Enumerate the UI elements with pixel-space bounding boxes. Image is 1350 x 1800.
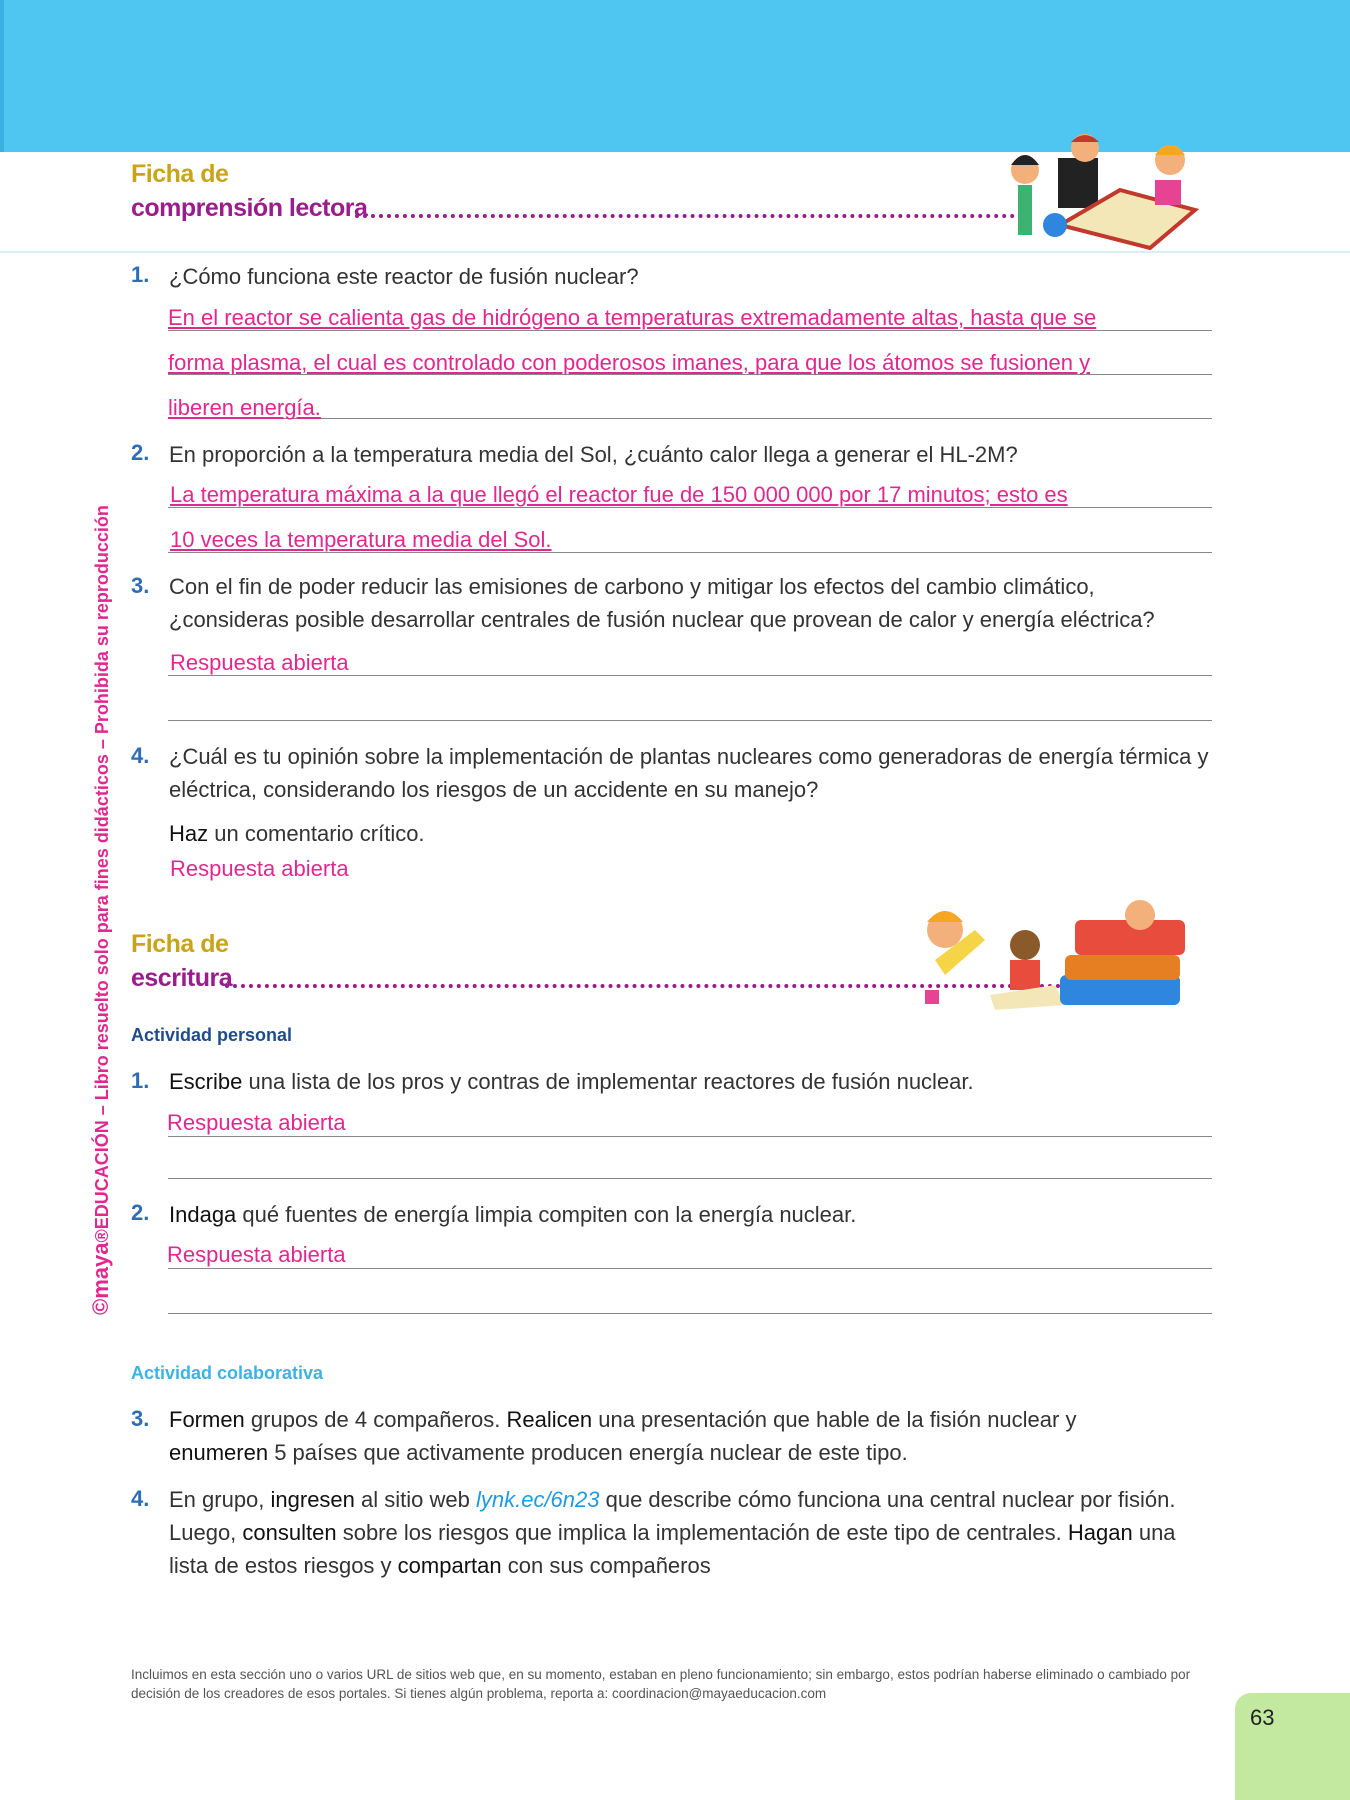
question-number: 4.: [131, 743, 150, 768]
question-text: [169, 1403, 1169, 1469]
text: grupos de 4 compañeros.: [244, 1407, 507, 1432]
dotted-rule: [355, 214, 1015, 218]
question-number: 3.: [131, 573, 150, 598]
writing-subtitle: escritura: [131, 964, 233, 992]
question-text: En proporción a la temperatura media del Sol, ¿cuánto calor llega a generar el HL-2M?: [169, 442, 1018, 467]
verb: Hagan: [1067, 1520, 1133, 1545]
copyright-sidebar: [88, 505, 114, 1315]
text: una lista de estos riesgos y: [169, 1520, 1176, 1578]
answer-line: [168, 418, 1212, 419]
instruction-text: [169, 817, 1229, 850]
answer-line: [168, 1136, 1212, 1137]
answer-text: En el reactor se calienta gas de hidrógeno a temperaturas extremadamente altas, hasta que se: [168, 305, 1097, 330]
question-text: ¿Cómo funciona este reactor de fusión nuclear?: [169, 264, 639, 289]
answer-text: Respuesta abierta: [167, 1110, 346, 1135]
kids-reading-illustration: [1000, 130, 1205, 255]
question-number: 2.: [131, 440, 150, 465]
question-number: 2.: [131, 1200, 150, 1225]
answer-text: 10 veces la temperatura media del Sol.: [170, 527, 552, 552]
question-text: [169, 1065, 1229, 1098]
copyright-text: ®EDUCACIÓN – Libro resuelto solo para fines didácticos – Prohibida su reproducción: [92, 505, 112, 1243]
section-divider: [0, 251, 1350, 253]
question-text: ¿Cuál es tu opinión sobre la implementación de plantas nucleares como generadoras de energía térmica y eléctrica, considerando los riesgos de un accidente en su manejo?: [169, 744, 1209, 802]
question-number: 1.: [131, 1068, 150, 1093]
verb: consulten: [242, 1520, 337, 1545]
kids-books-illustration: [915, 900, 1205, 1015]
section-heading-personal: Actividad personal: [131, 1025, 293, 1045]
section-heading-collaborative: Actividad colaborativa: [131, 1363, 324, 1383]
verb: Haz: [169, 821, 209, 846]
verb: ingresen: [270, 1487, 355, 1512]
maya-logo: ©maya: [88, 1242, 113, 1315]
verb: compartan: [397, 1553, 502, 1578]
text: En grupo,: [169, 1487, 271, 1512]
verb: enumeren: [169, 1440, 269, 1465]
answer-text: forma plasma, el cual es controlado con poderosos imanes, para que los átomos se fusionen y: [168, 350, 1091, 375]
answer-text: Respuesta abierta: [170, 650, 349, 675]
text: al sitio web: [354, 1487, 476, 1512]
verb: Escribe: [169, 1069, 243, 1094]
answer-text: Respuesta abierta: [170, 856, 349, 881]
answer-text: La temperatura máxima a la que llegó el reactor fue de 150 000 000 por 17 minutos; esto es: [170, 482, 1068, 507]
answer-text: Respuesta abierta: [167, 1242, 346, 1267]
verb: Formen: [169, 1407, 245, 1432]
answer-line: [168, 1313, 1212, 1314]
question-text: Con el fin de poder reducir las emisiones de carbono y mitigar los efectos del cambio climático, ¿consideras posible desarrollar centrales de fusión nuclear que provean de calor y energía eléctrica?: [169, 574, 1155, 632]
text: una presentación que hable de la fisión nuclear y: [592, 1407, 1077, 1432]
question-text: [169, 1198, 1229, 1231]
answer-text: liberen energía.: [168, 395, 321, 420]
text: 5 países que activamente producen energía nuclear de este tipo.: [268, 1440, 908, 1465]
answer-line: [168, 1178, 1212, 1179]
text: sobre los riesgos que implica la implementación de este tipo de centrales.: [336, 1520, 1068, 1545]
verb: Indaga: [169, 1202, 237, 1227]
footer-note: Incluimos en esta sección uno o varios URL de sitios web que, en su momento, estaban en pleno funcionamiento; sin embargo, estos podrían haberse eliminado o cambiado por decisión de los creadores de esos portales. Si tienes algún problema, reporta a: coordinacion@mayaeducacion.com: [131, 1667, 1191, 1701]
question-rest: qué fuentes de energía limpia compiten con la energía nuclear.: [236, 1202, 857, 1227]
question-number: 3.: [131, 1406, 150, 1431]
text: que describe cómo funciona una central nuclear por fisión. Luego,: [169, 1487, 1176, 1545]
question-number: 4.: [131, 1486, 150, 1511]
text: con sus compañeros: [501, 1553, 711, 1578]
website-link[interactable]: lynk.ec/6n23: [475, 1487, 600, 1512]
answer-line: [168, 720, 1212, 721]
answer-line: [168, 1268, 1212, 1269]
reading-title: Ficha de: [131, 160, 229, 188]
page-number: 63: [1250, 1705, 1275, 1730]
question-number: 1.: [131, 262, 150, 287]
writing-title: Ficha de: [131, 930, 229, 958]
instruction-rest: un comentario crítico.: [208, 821, 425, 846]
answer-line: [168, 675, 1212, 676]
reading-subtitle: comprensión lectora: [131, 194, 368, 222]
question-text: [169, 1483, 1209, 1582]
question-rest: una lista de los pros y contras de implementar reactores de fusión nuclear.: [242, 1069, 974, 1094]
verb: Realicen: [506, 1407, 593, 1432]
